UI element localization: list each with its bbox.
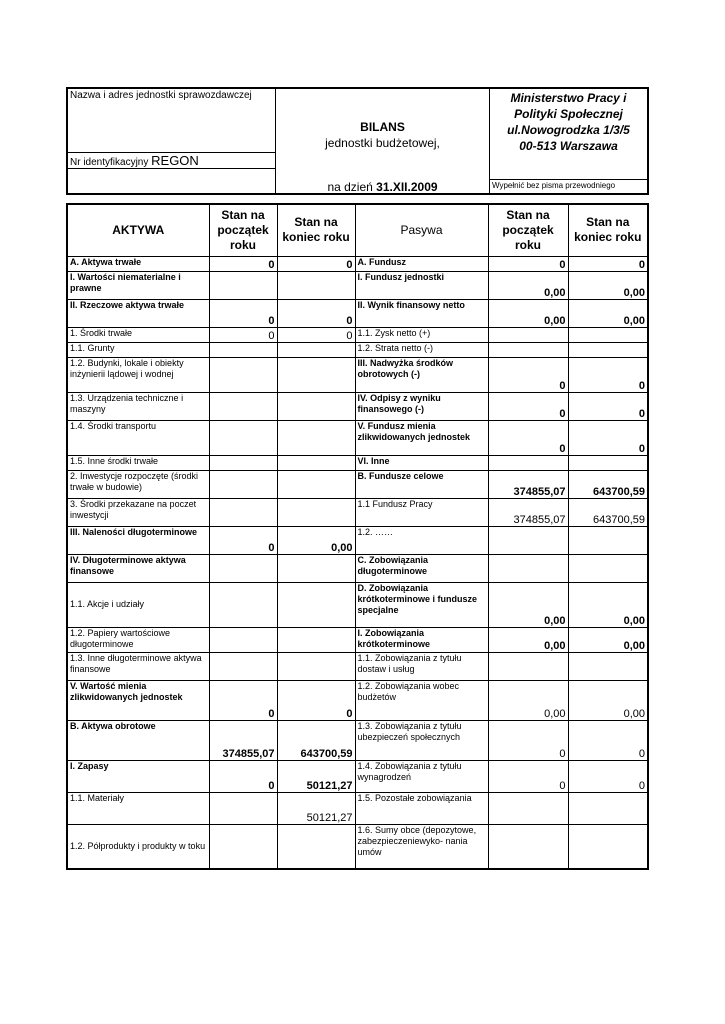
pasywa-start-value — [488, 652, 568, 680]
aktywa-end-value — [277, 455, 355, 470]
aktywa-end-value — [277, 420, 355, 455]
pasywa-start-value — [488, 327, 568, 342]
aktywa-end-value: 643700,59 — [277, 720, 355, 760]
table-row — [67, 680, 648, 720]
aktywa-end-value — [277, 470, 355, 498]
pasywa-label: V. Fundusz mienia zlikwidowanych jednostek — [355, 420, 488, 455]
aktywa-end-value: 0 — [277, 256, 355, 271]
aktywa-start-value — [209, 652, 277, 680]
title-section — [276, 89, 490, 195]
entity-name-label: Nazwa i adres jednostki sprawozdawczej — [70, 90, 252, 101]
aktywa-label: 1. Środki trwałe — [67, 327, 209, 342]
aktywa-start-value — [209, 357, 277, 392]
table-row — [67, 526, 648, 554]
report-header — [66, 87, 649, 195]
pasywa-start-value: 0 — [488, 720, 568, 760]
pasywa-end-value — [568, 824, 648, 869]
pasywa-label: I. Zobowiązania krótkoterminowe — [355, 627, 488, 652]
ministry-line: Polityki Społecznej — [514, 107, 623, 121]
aktywa-label: 1.2. Półprodukty i produkty w toku — [67, 824, 209, 869]
aktywa-end-value — [277, 342, 355, 357]
aktywa-label: I. Zapasy — [67, 760, 209, 792]
aktywa-start-value — [209, 554, 277, 582]
ministry-address — [490, 90, 647, 154]
pasywa-start-value: 374855,07 — [488, 498, 568, 526]
pasywa-end-value — [568, 342, 648, 357]
table-row — [67, 327, 648, 342]
table-row — [67, 455, 648, 470]
regon-word: REGON — [151, 153, 199, 168]
pasywa-label: A. Fundusz — [355, 256, 488, 271]
ministry-line: ul.Nowogrodzka 1/3/5 — [507, 123, 630, 137]
report-title: BILANS — [360, 120, 405, 134]
pasywa-label: 1.2. Zobowiązania wobec budżetów — [355, 680, 488, 720]
entity-section — [68, 89, 276, 195]
report-date — [276, 180, 489, 194]
pasywa-start-value — [488, 455, 568, 470]
recipient-section — [490, 89, 647, 195]
pasywa-start-value: 0,00 — [488, 582, 568, 627]
pasywa-label: B. Fundusze celowe — [355, 470, 488, 498]
aktywa-start-value — [209, 470, 277, 498]
pasywa-start-value: 0 — [488, 392, 568, 420]
aktywa-label: 2. Inwestycje rozpoczęte (środki trwałe w budowie) — [67, 470, 209, 498]
regon-label-row — [68, 152, 275, 168]
aktywa-end-value — [277, 824, 355, 869]
pasywa-label: 1.5. Pozostałe zobowiązania — [355, 792, 488, 824]
pasywa-end-value: 0 — [568, 760, 648, 792]
aktywa-end-value — [277, 498, 355, 526]
col-aktywa: AKTYWA — [67, 204, 209, 256]
pasywa-end-value: 0 — [568, 256, 648, 271]
pasywa-end-value: 0,00 — [568, 582, 648, 627]
pasywa-label: 1.1 Fundusz Pracy — [355, 498, 488, 526]
aktywa-label: 1.3. Urządzenia techniczne i maszyny — [67, 392, 209, 420]
table-row — [67, 582, 648, 627]
pasywa-start-value — [488, 824, 568, 869]
table-row — [67, 470, 648, 498]
aktywa-end-value — [277, 271, 355, 299]
aktywa-label: III. Naleności długoterminowe — [67, 526, 209, 554]
pasywa-start-value: 374855,07 — [488, 470, 568, 498]
table-row — [67, 720, 648, 760]
aktywa-end-value: 0 — [277, 327, 355, 342]
aktywa-start-value — [209, 627, 277, 652]
pasywa-label: D. Zobowiązania krótkoterminowe i fundusze specjalne — [355, 582, 488, 627]
pasywa-end-value — [568, 554, 648, 582]
table-row — [67, 392, 648, 420]
report-subtitle: jednostki budżetowej, — [325, 136, 440, 150]
aktywa-label: B. Aktywa obrotowe — [67, 720, 209, 760]
pasywa-label: C. Zobowiązania długoterminowe — [355, 554, 488, 582]
table-row — [67, 627, 648, 652]
aktywa-label: 1.1. Grunty — [67, 342, 209, 357]
aktywa-label: II. Rzeczowe aktywa trwałe — [67, 299, 209, 327]
col-pasywa: Pasywa — [355, 204, 488, 256]
pasywa-label: IV. Odpisy z wyniku finansowego (-) — [355, 392, 488, 420]
pasywa-label: III. Nadwyżka środków obrotowych (-) — [355, 357, 488, 392]
aktywa-start-value: 0 — [209, 680, 277, 720]
pasywa-end-value — [568, 526, 648, 554]
regon-value-box — [68, 168, 275, 196]
table-row — [67, 498, 648, 526]
pasywa-end-value: 0,00 — [568, 271, 648, 299]
table-row — [67, 652, 648, 680]
table-row — [67, 760, 648, 792]
pasywa-label: 1.1. Zysk netto (+) — [355, 327, 488, 342]
aktywa-end-value — [277, 357, 355, 392]
pasywa-end-value — [568, 792, 648, 824]
aktywa-end-value — [277, 582, 355, 627]
aktywa-end-value — [277, 554, 355, 582]
col-pasywa-end: Stan na koniec roku — [568, 204, 648, 256]
aktywa-label: IV. Długoterminowe aktywa finansowe — [67, 554, 209, 582]
pasywa-end-value — [568, 652, 648, 680]
aktywa-start-value: 374855,07 — [209, 720, 277, 760]
table-row — [67, 342, 648, 357]
aktywa-start-value — [209, 824, 277, 869]
aktywa-end-value — [277, 627, 355, 652]
pasywa-start-value — [488, 554, 568, 582]
table-row — [67, 824, 648, 869]
pasywa-end-value: 0,00 — [568, 680, 648, 720]
pasywa-end-value: 643700,59 — [568, 470, 648, 498]
aktywa-start-value: 0 — [209, 526, 277, 554]
table-header-row — [67, 204, 648, 256]
pasywa-start-value — [488, 342, 568, 357]
col-pasywa-start: Stan na początek roku — [488, 204, 568, 256]
date-value: 31.XII.2009 — [376, 180, 438, 194]
aktywa-label: 1.4. Środki transportu — [67, 420, 209, 455]
pasywa-start-value — [488, 792, 568, 824]
pasywa-start-value: 0 — [488, 357, 568, 392]
aktywa-end-value — [277, 652, 355, 680]
balance-table — [66, 203, 649, 870]
pasywa-label: 1.2. Strata netto (-) — [355, 342, 488, 357]
aktywa-end-value: 0 — [277, 299, 355, 327]
aktywa-label: V. Wartość mienia zlikwidowanych jednostek — [67, 680, 209, 720]
table-row — [67, 256, 648, 271]
aktywa-start-value: 0 — [209, 299, 277, 327]
pasywa-end-value: 0 — [568, 720, 648, 760]
aktywa-start-value — [209, 498, 277, 526]
pasywa-end-value: 0 — [568, 357, 648, 392]
pasywa-label: 1.4. Zobowiązania z tytułu wynagrodzeń — [355, 760, 488, 792]
pasywa-label: 1.3. Zobowiązania z tytułu ubezpieczeń społecznych — [355, 720, 488, 760]
aktywa-label: 1.3. Inne długoterminowe aktywa finansowe — [67, 652, 209, 680]
pasywa-end-value: 0,00 — [568, 627, 648, 652]
aktywa-start-value — [209, 420, 277, 455]
aktywa-start-value — [209, 455, 277, 470]
pasywa-end-value: 0 — [568, 420, 648, 455]
aktywa-start-value: 0 — [209, 327, 277, 342]
pasywa-start-value: 0,00 — [488, 627, 568, 652]
pasywa-start-value: 0 — [488, 420, 568, 455]
aktywa-end-value — [277, 392, 355, 420]
pasywa-label: VI. Inne — [355, 455, 488, 470]
aktywa-end-value: 0,00 — [277, 526, 355, 554]
aktywa-label: 1.1. Materiały — [67, 792, 209, 824]
pasywa-end-value: 0,00 — [568, 299, 648, 327]
aktywa-end-value: 50121,27 — [277, 792, 355, 824]
pasywa-label: 1.6. Sumy obce (depozytowe, zabezpieczeniewyko- nania umów — [355, 824, 488, 869]
ministry-line: Ministerstwo Pracy i — [510, 91, 627, 105]
pasywa-label: 1.1. Zobowiązania z tytułu dostaw i usług — [355, 652, 488, 680]
pasywa-start-value: 0 — [488, 760, 568, 792]
aktywa-start-value: 0 — [209, 256, 277, 271]
table-row — [67, 271, 648, 299]
ministry-line: 00-513 Warszawa — [519, 139, 618, 153]
aktywa-label: 3. Środki przekazane na poczet inwestycji — [67, 498, 209, 526]
pasywa-start-value: 0,00 — [488, 271, 568, 299]
table-row — [67, 420, 648, 455]
aktywa-start-value — [209, 342, 277, 357]
pasywa-label: I. Fundusz jednostki — [355, 271, 488, 299]
col-aktywa-end: Stan na koniec roku — [277, 204, 355, 256]
regon-label: Nr identyfikacyjny — [70, 157, 149, 168]
pasywa-label: II. Wynik finansowy netto — [355, 299, 488, 327]
aktywa-label: 1.5. Inne środki trwałe — [67, 455, 209, 470]
aktywa-start-value — [209, 582, 277, 627]
pasywa-start-value — [488, 526, 568, 554]
date-prefix: na dzień — [327, 180, 373, 194]
pasywa-end-value: 0 — [568, 392, 648, 420]
pasywa-label: 1.2. …… — [355, 526, 488, 554]
aktywa-start-value — [209, 792, 277, 824]
aktywa-start-value: 0 — [209, 760, 277, 792]
table-row — [67, 792, 648, 824]
table-row — [67, 357, 648, 392]
aktywa-label: A. Aktywa trwałe — [67, 256, 209, 271]
aktywa-start-value — [209, 271, 277, 299]
aktywa-label: I. Wartości niematerialne i prawne — [67, 271, 209, 299]
pasywa-end-value — [568, 455, 648, 470]
pasywa-start-value: 0,00 — [488, 299, 568, 327]
fill-note: Wypełnić bez pisma przewodniego — [490, 179, 647, 195]
pasywa-start-value: 0,00 — [488, 680, 568, 720]
table-row — [67, 299, 648, 327]
table-row — [67, 554, 648, 582]
aktywa-end-value: 50121,27 — [277, 760, 355, 792]
pasywa-end-value — [568, 327, 648, 342]
aktywa-label: 1.2. Budynki, lokale i obiekty inżynierii lądowej i wodnej — [67, 357, 209, 392]
pasywa-end-value: 643700,59 — [568, 498, 648, 526]
aktywa-label: 1.2. Papiery wartościowe długoterminowe — [67, 627, 209, 652]
col-aktywa-start: Stan na początek roku — [209, 204, 277, 256]
aktywa-start-value — [209, 392, 277, 420]
pasywa-start-value: 0 — [488, 256, 568, 271]
aktywa-end-value: 0 — [277, 680, 355, 720]
aktywa-label: 1.1. Akcje i udziały — [67, 582, 209, 627]
